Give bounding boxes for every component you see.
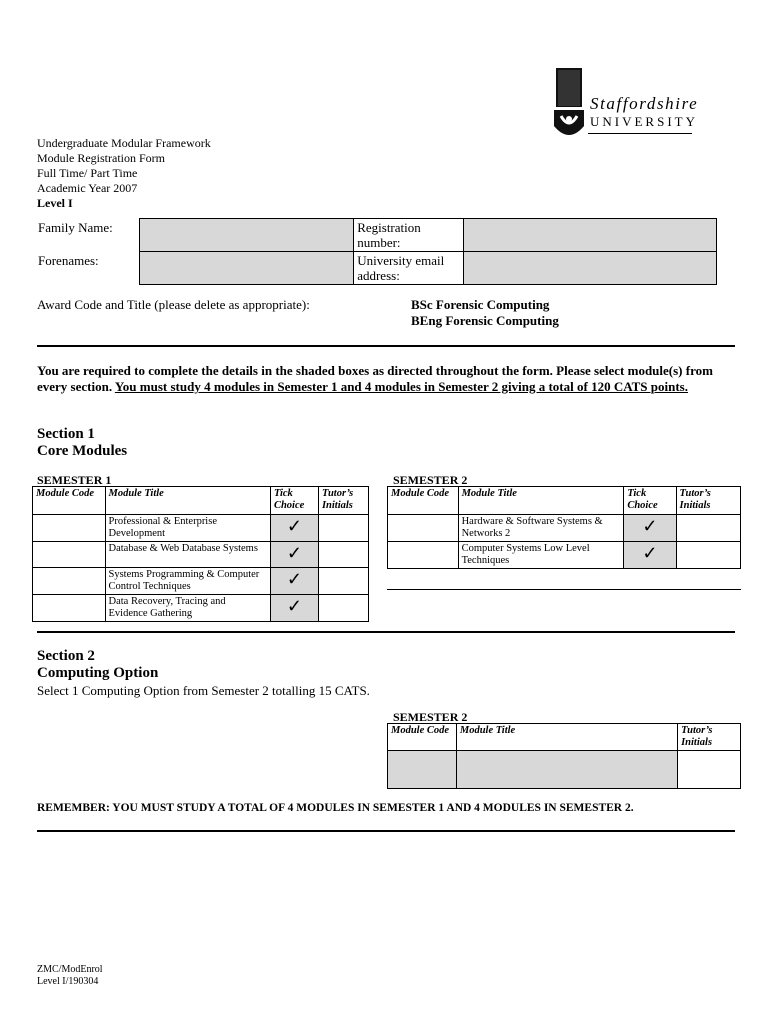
form-header [37,136,211,211]
logo-university: UNIVERSITY [590,114,698,129]
col-tutor-initials: Tutor’s Initials [318,487,368,515]
forenames-field[interactable] [139,252,354,285]
module-title-cell: Computer Systems Low Level Techniques [458,542,624,569]
section1-title: Section 1 [37,426,95,442]
footer [37,964,103,988]
family-name-label: Family Name: [38,219,113,235]
module-title-cell: Systems Programming & Computer Control Techniques [105,568,270,595]
family-name-field[interactable] [139,219,354,252]
table-row [33,568,369,595]
table-row [33,542,369,568]
tutor-initials-cell[interactable] [676,542,740,569]
col-module-title: Module Title [105,487,270,515]
col-module-title: Module Title [456,724,677,751]
section2-instruction: Select 1 Computing Option from Semester 2 totalling 15 CATS. [37,683,370,698]
table-row [388,515,741,542]
divider [37,345,735,347]
module-code-cell[interactable] [33,515,106,542]
module-code-cell[interactable] [33,595,106,622]
instructions [37,363,737,395]
award-option-bsc[interactable]: BSc Forensic Computing [411,297,550,312]
tick-checkmark-icon[interactable]: ✓ [270,568,318,595]
section2-subtitle: Computing Option [37,665,159,681]
section1-heading [37,426,127,460]
table-row [388,542,741,569]
module-code-field[interactable] [388,751,457,789]
section2-sem2-label: SEMESTER 2 [393,710,468,724]
tutor-initials-cell[interactable] [318,568,368,595]
tutor-initials-cell[interactable] [676,515,740,542]
header-line: Module Registration Form [37,151,165,165]
section2-heading [37,648,158,682]
col-module-code: Module Code [388,724,457,751]
module-title-field[interactable] [456,751,677,789]
university-email-field[interactable] [463,252,716,285]
col-tutor-initials: Tutor’s Initials [676,487,740,515]
module-title-cell: Database & Web Database Systems [105,542,270,568]
table-row [33,595,369,622]
tutor-initials-cell[interactable] [318,595,368,622]
section1-subtitle: Core Modules [37,443,128,459]
divider [37,631,735,633]
registration-number-label: Registration number: [354,219,464,252]
tick-checkmark-icon[interactable]: ✓ [270,515,318,542]
col-module-title: Module Title [458,487,624,515]
tick-checkmark-icon[interactable]: ✓ [270,595,318,622]
registration-number-field[interactable] [463,219,716,252]
col-tutor-initials: Tutor’s Initials [678,724,741,751]
instructions-emphasis: You must study 4 modules in Semester 1 and 4 modules in Semester 2 giving a total of 120 CATS points. [114,379,688,394]
personal-info-table [37,218,717,285]
module-title-cell: Professional & Enterprise Development [105,515,270,542]
forenames-label: Forenames: [38,252,99,268]
header-line: Undergraduate Modular Framework [37,136,211,150]
divider [37,830,735,832]
section1-sem2-table [387,486,741,569]
table-row [388,751,741,789]
module-code-cell[interactable] [388,515,459,542]
tick-checkmark-icon[interactable]: ✓ [270,542,318,568]
tutor-initials-cell[interactable] [318,515,368,542]
header-line: Academic Year 2007 [37,181,138,195]
section2-sem2-table [387,723,741,789]
instructions-text: You are required to complete the details in the shaded boxes as directed throughout the form. Please select module(s) from every section. [37,363,713,394]
module-code-cell[interactable] [388,542,459,569]
module-code-cell[interactable] [33,568,106,595]
section2-title: Section 2 [37,648,95,664]
section1-sem2-label: SEMESTER 2 [393,473,468,487]
col-tick-choice: Tick Choice [624,487,676,515]
module-title-cell: Hardware & Software Systems & Networks 2 [458,515,624,542]
tick-checkmark-icon[interactable]: ✓ [624,515,676,542]
section1-sem1-label: SEMESTER 1 [37,473,112,487]
module-title-cell: Data Recovery, Tracing and Evidence Gathering [105,595,270,622]
tutor-initials-cell[interactable] [678,751,741,789]
col-module-code: Module Code [33,487,106,515]
logo-name: Staffordshire [590,94,699,113]
university-email-label: University email address: [354,252,464,285]
table-row [33,515,369,542]
award-label: Award Code and Title (please delete as appropriate): [37,297,310,312]
col-module-code: Module Code [388,487,459,515]
tick-checkmark-icon[interactable]: ✓ [624,542,676,569]
award-option-beng[interactable]: BEng Forensic Computing [411,313,559,328]
module-code-cell[interactable] [33,542,106,568]
header-line: Full Time/ Part Time [37,166,138,180]
footer-version: Level I/190304 [37,976,99,987]
footer-ref: ZMC/ModEnrol [37,964,103,975]
award-options [411,297,559,329]
col-tick-choice: Tick Choice [270,487,318,515]
reminder-text: REMEMBER: YOU MUST STUDY A TOTAL OF 4 MODULES IN SEMESTER 1 AND 4 MODULES IN SEMESTER 2. [37,802,634,814]
section1-sem1-table [32,486,369,622]
sem2-rule [387,589,741,590]
logo-rule [588,133,692,134]
level-label: Level I [37,196,73,210]
tutor-initials-cell[interactable] [318,542,368,568]
